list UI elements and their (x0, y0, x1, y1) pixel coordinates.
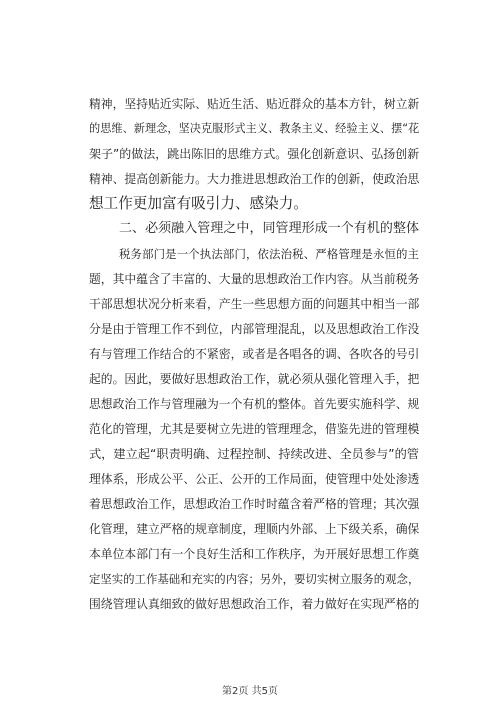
text-line: 本单位本部门有一个良好生活和工作秩序，为开展好思想工作奠 (89, 547, 419, 561)
text-line: 起的。因此，要做好思想政治工作，就必须从强化管理入手，把 (89, 372, 419, 386)
text-line: 分是由于管理工作不到位，内部管理混乱，以及思想政治工作没 (89, 322, 419, 336)
text-line: 着思想政治工作，思想政治工作时时蕴含着严格的管理；其次强 (89, 497, 419, 511)
text-line: 围绕管理认真细致的做好思想政治工作，着力做好在实现严格的 (89, 597, 419, 611)
text-line: 思想政治工作与管理融为一个有机的整体。首先要实施科学、规 (89, 397, 419, 411)
text-line: 想工作更加富有吸引力、感染力。 (89, 195, 308, 212)
text-line: 理体系，形成公平、公正、公开的工作局面，使管理中处处渗透 (89, 472, 419, 486)
text-line: 架子”的做法，跳出陈旧的思维方式。强化创新意识、弘扬创新 (89, 147, 419, 161)
text-line: 的思维、新理念，坚决克服形式主义、教条主义、经验主义、摆“花 (89, 122, 419, 135)
text-line: 范化的管理，尤其是要树立先进的管理理念，借鉴先进的管理模 (89, 422, 419, 436)
text-line: 化管理，建立严格的规章制度，理顺内外部、上下级关系，确保 (89, 522, 419, 536)
text-line: 式，建立起“职责明确、过程控制、持续改进、全员参与”的管 (89, 447, 419, 461)
section-heading: 二、必须融入管理之中，同管理形成一个有机的整体 (119, 221, 419, 236)
text-line: 精神、提高创新能力。大力推进思想政治工作的创新，使政治思 (89, 172, 419, 186)
text-line: 题，其中蕴含了丰富的、大量的思想政治工作内容。从当前税务 (89, 272, 419, 286)
text-line: 有与管理工作结合的不紧密，或者是各唱各的调、各吹各的号引 (89, 347, 419, 361)
text-line: 干部思想状况分析来看，产生一些思想方面的问题其中相当一部 (89, 297, 419, 311)
page-footer: 第2页 共5页 (222, 686, 278, 697)
text-line: 定坚实的工作基础和充实的内容；另外，要切实树立服务的观念， (89, 572, 419, 586)
text-line: 精神，坚持贴近实际、贴近生活、贴近群众的基本方针，树立新 (89, 97, 419, 111)
text-line: 税务部门是一个执法部门，依法治税、严格管理是永恒的主 (119, 247, 419, 261)
